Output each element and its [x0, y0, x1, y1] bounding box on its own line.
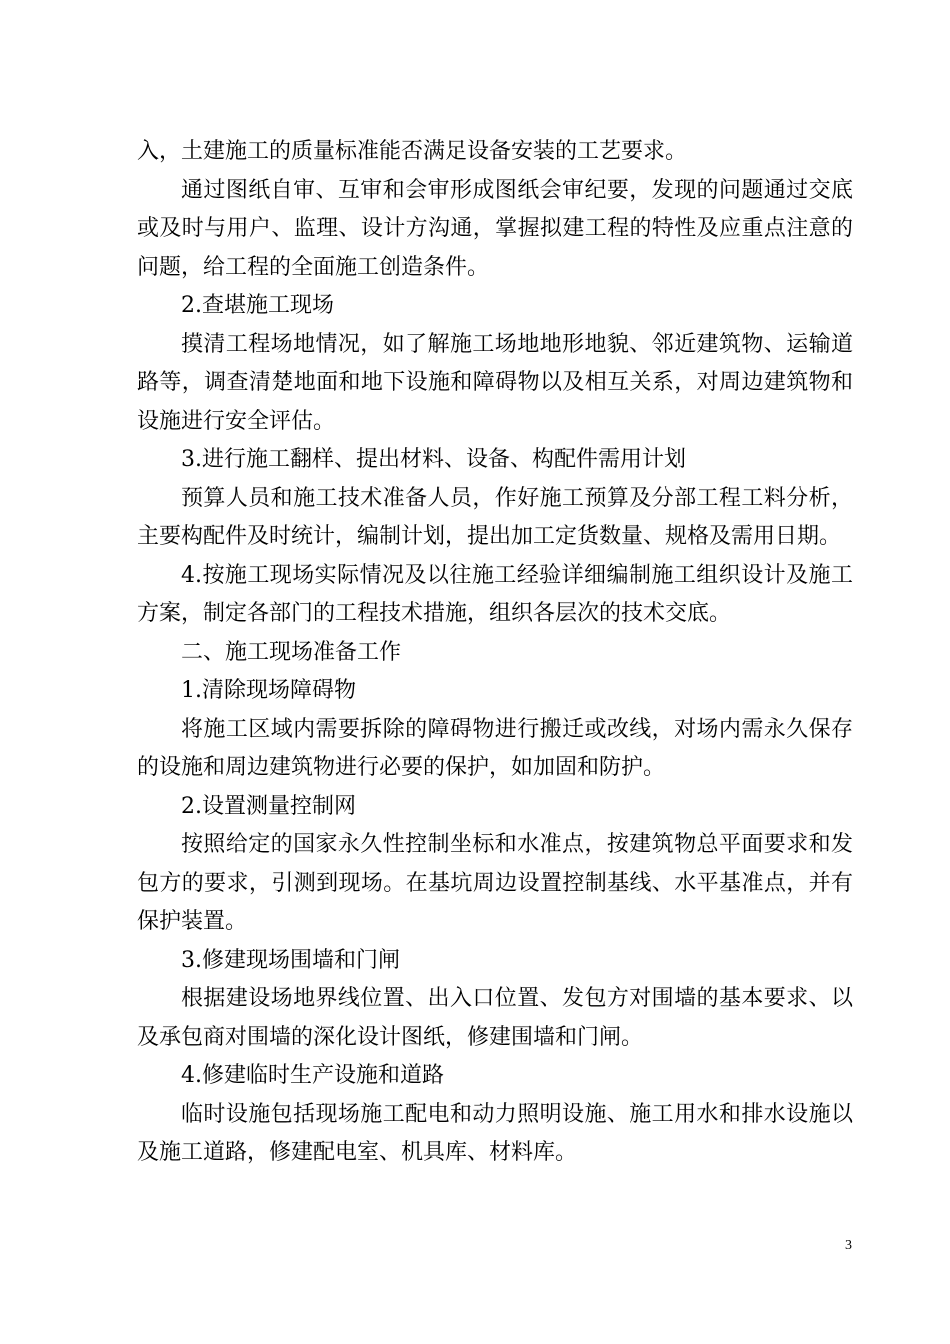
paragraph: 摸清工程场地情况，如了解施工场地地形地貌、邻近建筑物、运输道路等，调查清楚地面和地下设施和障碍物以及相互关系，对周边建筑物和设施进行安全评估。: [137, 331, 853, 434]
paragraph: 预算人员和施工技术准备人员，作好施工预算及分部工程工料分析，主要构配件及时统计，编制计划，提出加工定货数量、规格及需用日期。: [137, 485, 853, 549]
section-heading: 2.设置测量控制网: [181, 793, 356, 819]
paragraph: 按照给定的国家永久性控制坐标和水准点，按建筑物总平面要求和发包方的要求，引测到现场。在基坑周边设置控制基线、水平基准点，并有保护装置。: [137, 832, 853, 934]
section-heading: 3.进行施工翻样、提出材料、设备、构配件需用计划: [181, 447, 686, 472]
paragraph: 入，土建施工的质量标准能否满足设备安装的工艺要求。: [137, 139, 688, 164]
paragraph: 4.按施工现场实际情况及以往施工经验详细编制施工组织设计及施工方案，制定各部门的工程技术措施，组织各层次的技术交底。: [137, 562, 853, 626]
section-heading: 4.修建临时生产设施和道路: [181, 1063, 444, 1088]
section-heading: 1.清除现场障碍物: [181, 678, 356, 703]
paragraph: 根据建设场地界线位置、出入口位置、发包方对围墙的基本要求、以及承包商对围墙的深化设计图纸，修建围墙和门闸。: [137, 986, 853, 1050]
section-heading: 3.修建现场围墙和门闸: [181, 947, 400, 973]
document-body: [137, 133, 853, 1173]
paragraph: 将施工区域内需要拆除的障碍物进行搬迁或改线，对场内需永久保存的设施和周边建筑物进行必要的保护，如加固和防护。: [137, 716, 853, 780]
page-number: 3: [845, 1238, 852, 1253]
section-heading: 二、施工现场准备工作: [181, 639, 402, 665]
paragraph: 通过图纸自审、互审和会审形成图纸会审纪要，发现的问题通过交底或及时与用户、监理、设计方沟通，掌握拟建工程的特性及应重点注意的问题，给工程的全面施工创造条件。: [137, 177, 853, 280]
section-heading: 2.查堪施工现场: [181, 293, 334, 318]
paragraph: 临时设施包括现场施工配电和动力照明设施、施工用水和排水设施以及施工道路，修建配电室、机具库、材料库。: [137, 1101, 853, 1165]
